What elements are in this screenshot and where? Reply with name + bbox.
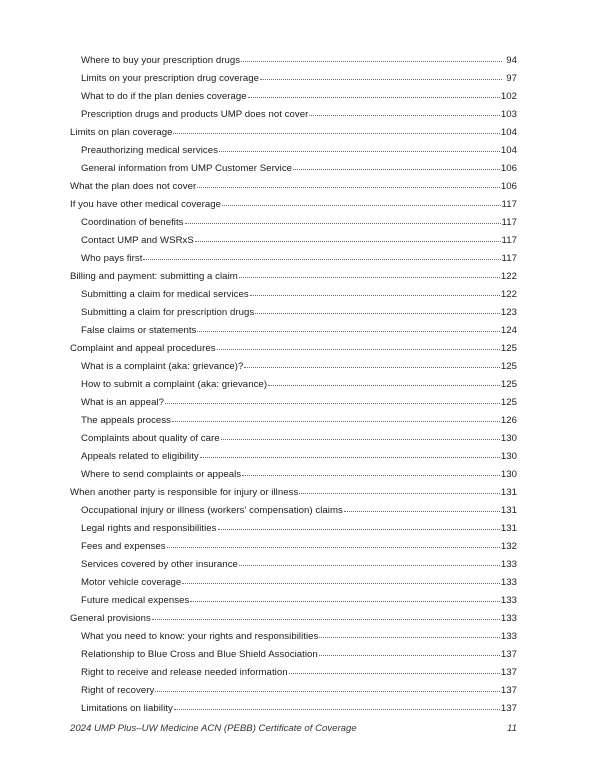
- table-of-contents: [70, 52, 517, 718]
- toc-entry[interactable]: [70, 430, 517, 448]
- toc-dot-leader: [250, 294, 500, 296]
- toc-dot-leader: [244, 366, 499, 368]
- toc-entry-title: Limits on plan coverage: [70, 127, 173, 138]
- toc-entry-page-number: 133: [500, 577, 517, 588]
- toc-entry-page-number: 104: [500, 127, 517, 138]
- toc-dot-leader: [185, 222, 501, 224]
- toc-entry[interactable]: [70, 196, 517, 214]
- toc-entry[interactable]: [70, 394, 517, 412]
- toc-entry[interactable]: [70, 124, 517, 142]
- toc-entry[interactable]: [70, 466, 517, 484]
- toc-dot-leader: [190, 600, 499, 602]
- toc-entry-title: Right of recovery: [81, 685, 155, 696]
- toc-entry-title: Who pays first: [81, 253, 143, 264]
- toc-entry[interactable]: [70, 286, 517, 304]
- page-footer: [70, 723, 517, 734]
- toc-entry-page-number: 103: [500, 109, 517, 120]
- footer-document-title: 2024 UMP Plus–UW Medicine ACN (PEBB) Certificate of Coverage: [70, 723, 357, 734]
- toc-entry[interactable]: [70, 646, 517, 664]
- toc-entry-title: What the plan does not cover: [70, 181, 197, 192]
- toc-entry-page-number: 133: [500, 613, 517, 624]
- toc-dot-leader: [242, 474, 500, 476]
- toc-entry-title: General provisions: [70, 613, 151, 624]
- toc-entry-page-number: 123: [500, 307, 517, 318]
- toc-entry-page-number: 137: [500, 703, 517, 714]
- toc-entry-page-number: 97: [506, 73, 517, 84]
- toc-entry[interactable]: [70, 214, 517, 232]
- toc-entry-title: What is an appeal?: [81, 397, 165, 408]
- toc-entry-title: Preauthorizing medical services: [81, 145, 218, 156]
- toc-entry-page-number: 122: [500, 289, 517, 300]
- toc-dot-leader: [241, 60, 502, 62]
- toc-dot-leader: [197, 186, 500, 188]
- toc-dot-leader: [239, 276, 500, 278]
- toc-entry[interactable]: [70, 376, 517, 394]
- toc-entry-page-number: 125: [500, 397, 517, 408]
- toc-dot-leader: [217, 348, 500, 350]
- toc-entry-title: Complaints about quality of care: [81, 433, 220, 444]
- toc-entry[interactable]: [70, 502, 517, 520]
- toc-dot-leader: [239, 564, 500, 566]
- toc-entry-page-number: 106: [500, 181, 517, 192]
- toc-entry[interactable]: [70, 250, 517, 268]
- toc-entry[interactable]: [70, 610, 517, 628]
- toc-entry-title: Where to send complaints or appeals: [81, 469, 242, 480]
- toc-entry[interactable]: [70, 160, 517, 178]
- toc-entry-page-number: 125: [500, 361, 517, 372]
- toc-entry-title: Contact UMP and WSRxS: [81, 235, 194, 246]
- toc-dot-leader: [255, 312, 500, 314]
- toc-entry-page-number: 117: [501, 217, 517, 228]
- toc-entry-title: What to do if the plan denies coverage: [81, 91, 247, 102]
- toc-dot-leader: [221, 438, 500, 440]
- toc-entry-page-number: 117: [501, 253, 517, 264]
- toc-entry[interactable]: [70, 268, 517, 286]
- toc-entry-title: Motor vehicle coverage: [81, 577, 182, 588]
- toc-entry[interactable]: [70, 304, 517, 322]
- toc-entry-page-number: 122: [500, 271, 517, 282]
- toc-entry[interactable]: [70, 538, 517, 556]
- toc-dot-leader: [260, 78, 502, 80]
- toc-dot-leader: [173, 132, 499, 134]
- toc-entry[interactable]: [70, 628, 517, 646]
- toc-entry[interactable]: [70, 556, 517, 574]
- toc-dot-leader: [167, 546, 500, 548]
- toc-entry-title: Appeals related to eligibility: [81, 451, 199, 462]
- toc-dot-leader: [248, 96, 500, 98]
- toc-entry-page-number: 131: [500, 505, 517, 516]
- toc-entry-title: Submitting a claim for medical services: [81, 289, 249, 300]
- toc-dot-leader: [195, 240, 501, 242]
- toc-entry-page-number: 137: [500, 685, 517, 696]
- toc-entry-page-number: 130: [500, 469, 517, 480]
- toc-dot-leader: [200, 456, 500, 458]
- toc-entry[interactable]: [70, 520, 517, 538]
- toc-entry-page-number: 117: [501, 235, 517, 246]
- toc-dot-leader: [152, 618, 500, 620]
- toc-entry-page-number: 133: [500, 631, 517, 642]
- toc-entry-title: Billing and payment: submitting a claim: [70, 271, 238, 282]
- toc-entry[interactable]: [70, 142, 517, 160]
- toc-entry-title: The appeals process: [81, 415, 172, 426]
- toc-entry-page-number: 94: [506, 55, 517, 66]
- toc-dot-leader: [174, 708, 500, 710]
- toc-entry-page-number: 133: [500, 595, 517, 606]
- toc-entry[interactable]: [70, 88, 517, 106]
- toc-entry[interactable]: [70, 322, 517, 340]
- toc-entry-page-number: 137: [500, 649, 517, 660]
- toc-entry[interactable]: [70, 574, 517, 592]
- toc-dot-leader: [319, 654, 500, 656]
- toc-entry[interactable]: [70, 178, 517, 196]
- toc-dot-leader: [172, 420, 500, 422]
- toc-entry[interactable]: [70, 664, 517, 682]
- toc-entry[interactable]: [70, 484, 517, 502]
- toc-entry-page-number: 130: [500, 433, 517, 444]
- toc-dot-leader: [293, 168, 500, 170]
- toc-dot-leader: [289, 672, 500, 674]
- toc-entry-title: Future medical expenses: [81, 595, 190, 606]
- toc-entry-title: Fees and expenses: [81, 541, 166, 552]
- toc-entry-title: Services covered by other insurance: [81, 559, 238, 570]
- toc-entry-title: Complaint and appeal procedures: [70, 343, 216, 354]
- toc-entry[interactable]: [70, 700, 517, 718]
- toc-entry[interactable]: [70, 106, 517, 124]
- footer-page-number: 11: [507, 723, 517, 734]
- toc-dot-leader: [197, 330, 499, 332]
- toc-entry-page-number: 133: [500, 559, 517, 570]
- toc-dot-leader: [165, 402, 500, 404]
- toc-entry-title: What you need to know: your rights and responsibilities: [81, 631, 319, 642]
- toc-entry-page-number: 102: [500, 91, 517, 102]
- toc-entry-title: If you have other medical coverage: [70, 199, 222, 210]
- toc-dot-leader: [309, 114, 499, 116]
- toc-entry[interactable]: [70, 358, 517, 376]
- toc-entry-title: Where to buy your prescription drugs: [81, 55, 241, 66]
- toc-entry-page-number: 131: [500, 523, 517, 534]
- toc-entry-page-number: 126: [500, 415, 517, 426]
- toc-dot-leader: [268, 384, 500, 386]
- toc-entry[interactable]: [70, 232, 517, 250]
- toc-entry[interactable]: [70, 340, 517, 358]
- toc-entry-title: Submitting a claim for prescription drugs: [81, 307, 255, 318]
- toc-dot-leader: [218, 528, 500, 530]
- toc-entry-title: How to submit a complaint (aka: grievance): [81, 379, 268, 390]
- toc-entry-title: Prescription drugs and products UMP does not cover: [81, 109, 309, 120]
- toc-entry-page-number: 125: [500, 379, 517, 390]
- toc-entry[interactable]: [70, 448, 517, 466]
- toc-entry-title: What is a complaint (aka: grievance)?: [81, 361, 244, 372]
- toc-entry-page-number: 117: [501, 199, 517, 210]
- toc-entry-page-number: 104: [500, 145, 517, 156]
- toc-entry[interactable]: [70, 592, 517, 610]
- toc-dot-leader: [319, 636, 499, 638]
- toc-entry[interactable]: [70, 412, 517, 430]
- toc-entry[interactable]: [70, 52, 517, 70]
- toc-dot-leader: [182, 582, 500, 584]
- toc-entry-page-number: 124: [500, 325, 517, 336]
- toc-dot-leader: [143, 258, 500, 260]
- toc-entry-title: Right to receive and release needed information: [81, 667, 288, 678]
- toc-entry-page-number: 137: [500, 667, 517, 678]
- toc-entry-page-number: 131: [500, 487, 517, 498]
- toc-dot-leader: [155, 690, 499, 692]
- toc-entry-page-number: 125: [500, 343, 517, 354]
- toc-entry-title: Limits on your prescription drug coverage: [81, 73, 260, 84]
- toc-dot-leader: [219, 150, 500, 152]
- toc-entry-title: Limitations on liability: [81, 703, 173, 714]
- toc-entry-title: Coordination of benefits: [81, 217, 184, 228]
- toc-entry[interactable]: [70, 682, 517, 700]
- toc-entry[interactable]: [70, 70, 517, 88]
- toc-dot-leader: [344, 510, 500, 512]
- toc-entry-page-number: 130: [500, 451, 517, 462]
- toc-entry-title: General information from UMP Customer Service: [81, 163, 293, 174]
- toc-entry-title: Occupational injury or illness (workers' compensation) claims: [81, 505, 343, 516]
- toc-entry-title: False claims or statements: [81, 325, 197, 336]
- toc-entry-page-number: 132: [500, 541, 517, 552]
- toc-entry-title: When another party is responsible for injury or illness: [70, 487, 299, 498]
- toc-entry-page-number: 106: [500, 163, 517, 174]
- toc-dot-leader: [222, 204, 501, 206]
- toc-entry-title: Relationship to Blue Cross and Blue Shield Association: [81, 649, 318, 660]
- toc-entry-title: Legal rights and responsibilities: [81, 523, 217, 534]
- toc-dot-leader: [299, 492, 500, 494]
